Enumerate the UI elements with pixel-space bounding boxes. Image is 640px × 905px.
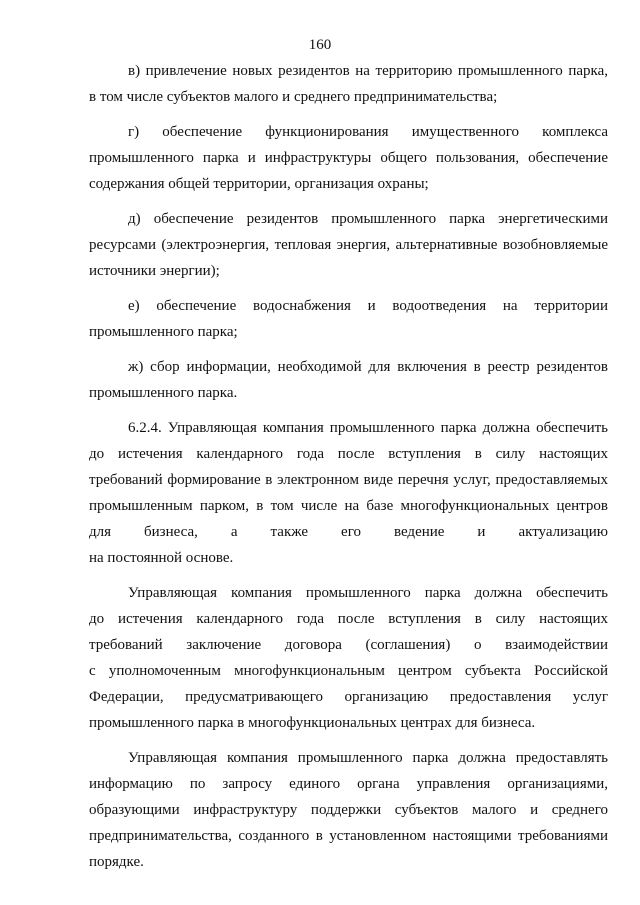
text-line: промышленного парка; xyxy=(89,324,238,340)
text-line: Управляющая компания промышленного парка должна предоставлять xyxy=(128,750,608,766)
text-line: е) обеспечение водоснабжения и водоотведения на территории xyxy=(128,298,608,314)
text-line: промышленным парком, в том числе на базе многофункциональных центров xyxy=(89,498,608,514)
text-line: на постоянной основе. xyxy=(89,550,234,566)
text-line: Федерации, предусматривающего организацию предоставления услуг xyxy=(89,689,608,705)
paragraph xyxy=(89,58,608,110)
text-line: в том числе субъектов малого и среднего предпринимательства; xyxy=(89,89,498,105)
text-line: для бизнеса, а также его ведение и актуализацию xyxy=(89,524,608,540)
text-line: до истечения календарного года после вступления в силу настоящих xyxy=(89,611,608,627)
text-line: Управляющая компания промышленного парка должна обеспечить xyxy=(128,585,608,601)
text-line: источники энергии); xyxy=(89,263,220,279)
paragraph xyxy=(89,119,608,197)
paragraph xyxy=(89,206,608,284)
text-line: ж) сбор информации, необходимой для включения в реестр резидентов xyxy=(128,359,608,375)
text-line: промышленного парка. xyxy=(89,385,238,401)
text-line: предпринимательства, созданного в установленном настоящими требованиями xyxy=(89,828,608,844)
paragraph xyxy=(89,354,608,406)
paragraph xyxy=(89,580,608,736)
text-line: с уполномоченным многофункциональным центром субъекта Российской xyxy=(89,663,608,679)
text-line: в) привлечение новых резидентов на территорию промышленного парка, xyxy=(128,63,608,79)
text-line: порядке. xyxy=(89,854,144,870)
document-body xyxy=(89,58,608,875)
page-number: 160 xyxy=(308,37,332,53)
text-line: г) обеспечение функционирования имущественного комплекса xyxy=(128,124,608,140)
text-line: образующими инфраструктуру поддержки субъектов малого и среднего xyxy=(89,802,608,818)
text-line: содержания общей территории, организация охраны; xyxy=(89,176,429,192)
text-line: информацию по запросу единого органа управления организациями, xyxy=(89,776,608,792)
paragraph xyxy=(89,293,608,345)
text-line: ресурсами (электроэнергия, тепловая энергия, альтернативные возобновляемые xyxy=(89,237,608,253)
text-line: 6.2.4. Управляющая компания промышленного парка должна обеспечить xyxy=(128,420,608,436)
text-line: д) обеспечение резидентов промышленного парка энергетическими xyxy=(128,211,608,227)
paragraph xyxy=(89,415,608,571)
text-line: требований формирование в электронном виде перечня услуг, предоставляемых xyxy=(89,472,608,488)
text-line: до истечения календарного года после вступления в силу настоящих xyxy=(89,446,608,462)
text-line: требований заключение договора (соглашения) о взаимодействии xyxy=(89,637,608,653)
paragraph xyxy=(89,745,608,875)
text-line: промышленного парка и инфраструктуры общего пользования, обеспечение xyxy=(89,150,608,166)
text-line: промышленного парка в многофункциональных центрах для бизнеса. xyxy=(89,715,536,731)
